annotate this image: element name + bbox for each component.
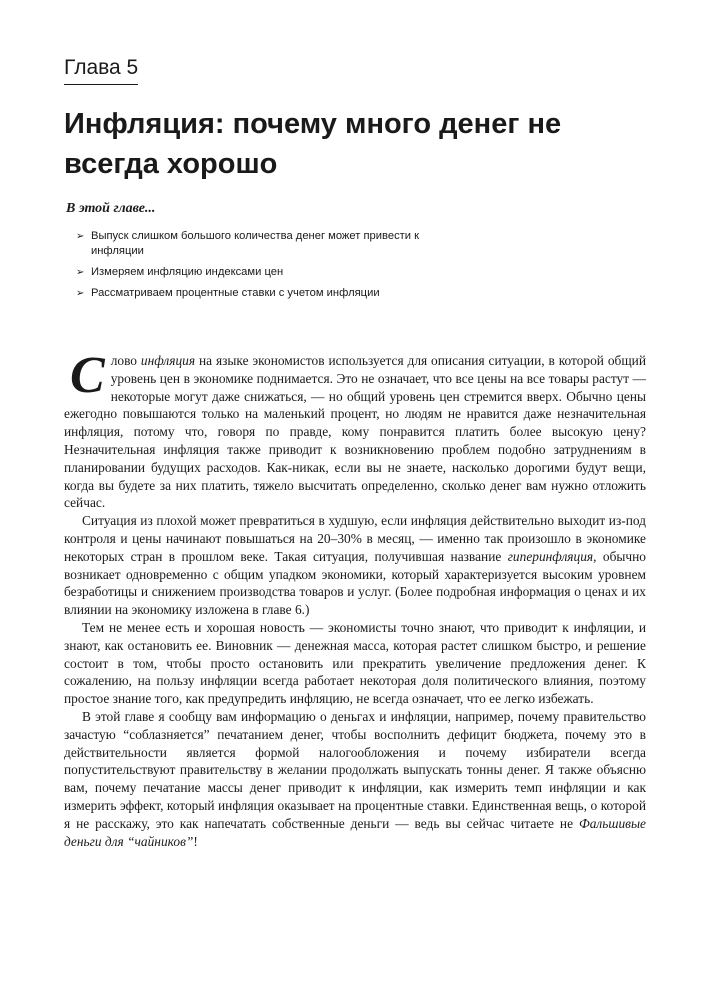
book-title: Фальшивые деньги для “чайников” (64, 815, 646, 849)
term-emphasis: гиперинфляция (507, 548, 594, 564)
chapter-label: Глава 5 (64, 56, 138, 85)
paragraph: В этой главе я сообщу вам информацию о деньгах и инфляции, например, почему правительство зачастую “соблазняется” печатанием денег, чтобы восполнить дефицит бюджета, почему это в действительности является формой налогообложения и почему избиратели всегда попустительствуют правительству в желании продолжать выпускать тонны денег. Я также объясню вам, почему печатание массы денег приводит к инфляции, как измерить темп инфляции и как измерить эффект, который инфляция оказывает на процентные ставки. Единственная вещь, о которой я не расскажу, это как напечатать собственные деньги — ведь вы сейчас читаете не Фальшивые деньги для “чайников”! (64, 708, 646, 849)
chapter-title: Инфляция: почему много денег не всегда хорошо (64, 108, 562, 180)
paragraph: Слово инфляция на языке экономистов используется для описания ситуации, в которой общий уровень цен в экономике поднимается. Это не означает, что все цены на все товары растут — некоторые могут даже снижаться, — но общий уровень цен стремится вверх. Обычно цены ежегодно повышаются только на маленький процент, но людям не нравится даже незначительная инфляция, потому что, говоря по правде, кому понравится платить более высокую цену? Незначительная инфляция также приводит к возникновению проблем подобно затруднениям в планировании будущих расходов. Как-никак, если вы не знаете, насколько дорогими будут вещи, когда вы будете за них платить, тяжело высчитать определенно, сколько денег вам нужно отложить сейчас. (64, 347, 647, 511)
list-item (76, 265, 436, 280)
paragraph: Ситуация из плохой может превратиться в худшую, если инфляция действительно выходит из-под контроля и цены начинают повышаться на 20–30% в месяц, — именно так произошло в экономике некоторых стран в прошлом веке. Такая ситуация, получившая название гиперинфляция, обычно возникает одновременно с общим упадком экономики, который характеризуется высоким уровнем безработицы и снижением производства товаров и услуг. (Более подробная информация о ценах и их влиянии на экономику изложена в главе 6.) (64, 513, 646, 618)
in-chapter-heading: В этой главе... (66, 201, 156, 216)
paragraph: Тем не менее есть и хорошая новость — экономисты точно знают, что приводит к инфляции, и знают, как остановить ее. Виновник — денежная масса, которая растет слишком быстро, и решение состоит в том, чтобы просто остановить или прекратить увеличение предложения денег. К сожалению, на пользу инфляции всегда работает некоторая доля политического влияния, поэтому простое знание того, как предупредить инфляцию, не всегда означает, что ее легко избежать. (64, 619, 646, 707)
arrowhead-right-icon: ➢ (76, 231, 85, 242)
term-emphasis: инфляция (140, 353, 196, 368)
arrowhead-right-icon: ➢ (76, 288, 85, 299)
list-item (76, 229, 436, 259)
drop-cap: С (70, 347, 105, 404)
arrowhead-right-icon: ➢ (76, 267, 85, 278)
body-text (64, 347, 647, 850)
in-chapter-list (76, 229, 436, 307)
list-item-text: Выпуск слишком большого количества денег может привести к инфляции (91, 230, 420, 257)
list-item (76, 286, 436, 301)
list-item-text: Рассматриваем процентные ставки с учетом инфляции (91, 287, 380, 299)
list-item-text: Измеряем инфляцию индексами цен (91, 266, 284, 278)
